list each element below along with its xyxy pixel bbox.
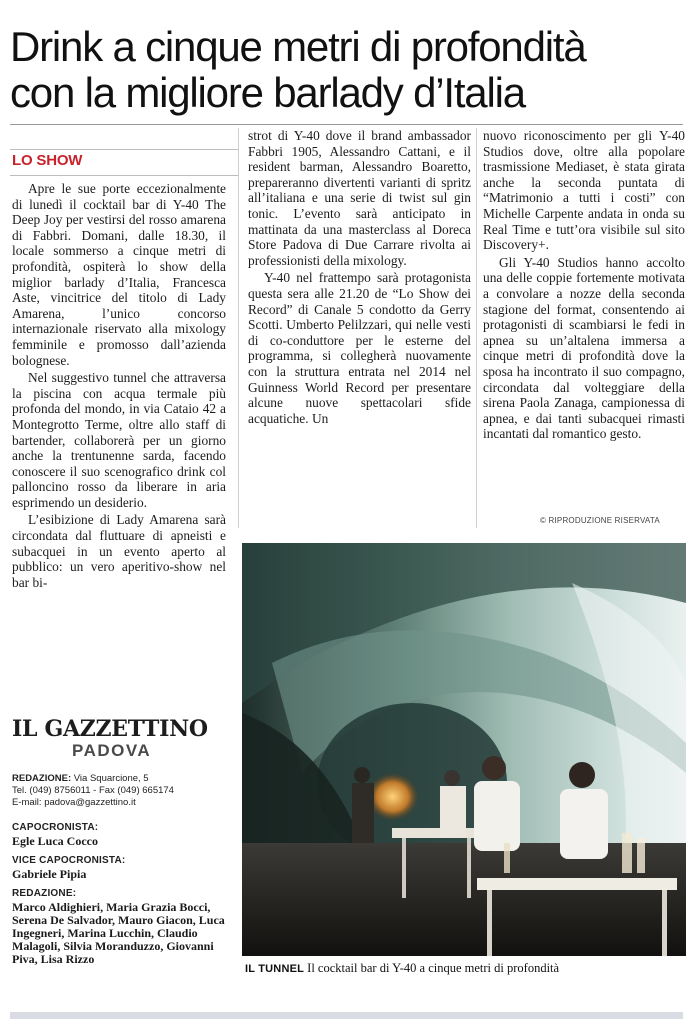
headline-line-2: con la migliore barlady d’Italia (10, 69, 525, 116)
redazione-address (12, 773, 149, 784)
article-headline (10, 24, 685, 116)
kicker-top-rule (10, 149, 238, 150)
article-column-1 (12, 181, 226, 590)
article-column-2 (248, 128, 471, 426)
paragraph: Gli Y-40 Studios hanno accolto una delle coppie fortemente motivata a convolare a nozze della seconda stagione del format, consentendo ai protagonisti di scambiarsi le fedi in apnea su un’altalena immersa a cinque metri di profondità dove la sposa ha incontrato il suo compagno, circondata dal volteggiare della sirena Paola Zanaga, campionessa di apnea, e dai tanti subacquei rimasti incantati dal romantico gesto. (483, 254, 685, 442)
edition-name: PADOVA (72, 741, 152, 760)
vice-capocronista-name: Gabriele Pipia (12, 867, 87, 881)
paragraph: Y-40 nel frattempo sarà protagonista questa sera alle 21.20 de “Lo Show dei Record” di Canale 5 condotto da Gerry Scotti. Umberto Pelilzzari, qui nelle vesti di co-conduttore per le esterne del programma, si collegherà nuovamente con la struttura entrata nel 2014 nel Guinness World Record per presentare alcune nuove spettacolari sfide acquatiche. Un (248, 270, 471, 426)
paragraph: strot di Y-40 dove il brand ambassador Fabbri 1905, Alessandro Cattani, e il resident barman, Alessandro Boaretto, prepareranno divertenti varianti di spritz all’italiana e una serie di twist sul gin tonic. L’evento sarà anticipato in mattinata da una masterclass al Doreca Store Padova di Due Carrare rivolta ai professionisti della mixology. (248, 128, 471, 268)
column-divider (238, 128, 239, 528)
capocronista-name: Egle Luca Cocco (12, 834, 98, 848)
article-photo (242, 543, 686, 956)
paragraph: nuovo riconoscimento per gli Y-40 Studios dove, oltre alla popolare trasmissione Mediaset, è stata girata anche la seconda puntata di “Matrimonio a tutti i costi” con Michelle Carpente andata in onda su Real Time e tutt’ora visibile sul sito Discovery+. (483, 128, 685, 253)
redazione-label: REDAZIONE: (12, 773, 72, 784)
paragraph: L’esibizione di Lady Amarena sarà circondata dal fluttuare di apneisti e subacquei in un evento aperto al pubblico: un vero aperitivo-show nel bar bi- (12, 512, 226, 590)
email-line: E-mail: padova@gazzettino.it (12, 797, 136, 808)
headline-line-1: Drink a cinque metri di profondità (10, 23, 586, 70)
caption-label: IL TUNNEL (245, 963, 305, 975)
redazione-staff-names: Marco Aldighieri, Maria Grazia Bocci, Serena De Salvador, Mauro Giacon, Luca Ingegneri, Marina Lucchin, Claudio Malagoli, Silvia Moranduzzo, Giovanni Piva, Lisa Rizzo (12, 900, 225, 966)
headline-divider (10, 124, 683, 125)
article-column-3 (483, 128, 685, 442)
paragraph: Apre le sue porte eccezionalmente di lunedì il cocktail bar di Y-40 The Deep Joy per vestirsi del rosso amarena di Fabbri. Domani, dalle 18.30, il locale sommerso a cinque metri di profondità, ospiterà lo show della miglior barlady d’Italia, Francesca Aste, vincitrice del titolo di Lady Amarena, l’unico concorso internazionale riservato alla mixology femminile e promosso dall’azienda bolognese. (12, 181, 226, 368)
section-kicker: LO SHOW (12, 152, 83, 169)
redazione-staff-label: REDAZIONE: (12, 888, 77, 899)
photo-caption (245, 961, 559, 976)
caption-text: Il cocktail bar di Y-40 a cinque metri di profondità (307, 961, 560, 975)
vice-capocronista-label: VICE CAPOCRONISTA: (12, 855, 126, 866)
phone-line: Tel. (049) 8756011 - Fax (049) 665174 (12, 785, 174, 796)
column-divider (476, 128, 477, 528)
masthead-logo: IL GAZZETTINO (12, 716, 208, 742)
address: Via Squarcione, 5 (73, 773, 149, 784)
capocronista-label: CAPOCRONISTA: (12, 822, 99, 833)
kicker-bottom-rule (10, 175, 238, 176)
page-bottom-bar (10, 1012, 683, 1019)
paragraph: Nel suggestivo tunnel che attraversa la piscina con acqua termale più profonda del mondo, in via Cataio 42 a Montegrotto Terme, oltre allo staff di bartender, collaborerà per un giorno anche la trentunenne sarda, facendo conoscere il suo scenografico drink col palloncino rosso da liberare in aria esprimendo un desiderio. (12, 370, 226, 510)
copyright-notice: © RIPRODUZIONE RISERVATA (540, 516, 660, 525)
